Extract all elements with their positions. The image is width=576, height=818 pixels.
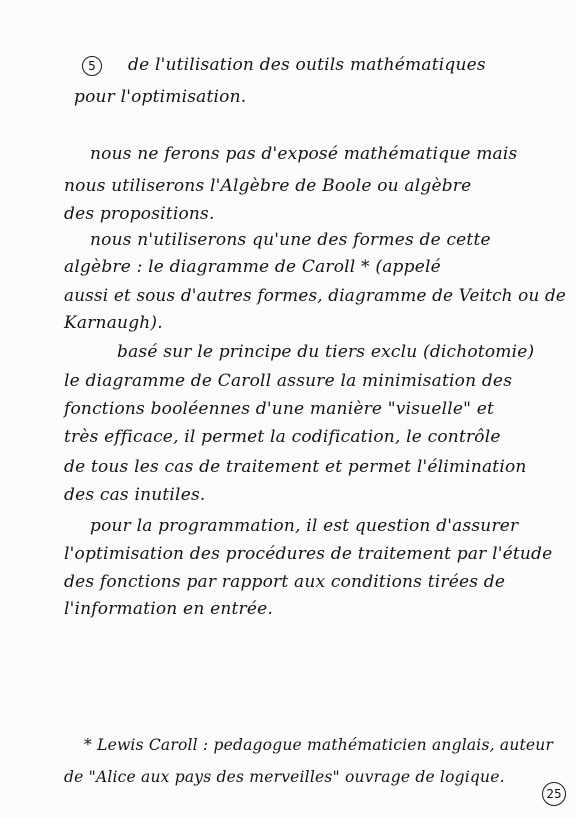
paragraph-line: nous ne ferons pas d'exposé mathématique mais [90,144,518,164]
paragraph-line: très efficace, il permet la codification, le contrôle [64,427,501,447]
paragraph-line: des fonctions par rapport aux conditions tirées de [64,572,506,592]
paragraph-line: fonctions booléennes d'une manière "visuelle" et [64,399,495,419]
paragraph-line: le diagramme de Caroll assure la minimisation des [64,371,513,391]
paragraph-line: Karnaugh). [64,313,163,333]
footnote-line: de "Alice aux pays des merveilles" ouvrage de logique. [64,768,505,786]
paragraph-line: algèbre : le diagramme de Caroll * (appelé [64,257,441,277]
paragraph-line: nous n'utiliserons qu'une des formes de cette [90,230,491,250]
paragraph-line: l'information en entrée. [64,599,273,619]
paragraph-line: de tous les cas de traitement et permet l'élimination [64,457,527,477]
paragraph-line: aussi et sous d'autres formes, diagramme de Veitch ou de [64,286,567,306]
paragraph-line: l'optimisation des procédures de traitement par l'étude [64,544,553,564]
section-title-line: de l'utilisation des outils mathématiques [128,55,486,75]
page-number: 25 [542,782,566,806]
section-title-line: pour l'optimisation. [74,87,247,107]
section-number: 5 [82,56,102,76]
paragraph-line: nous utiliserons l'Algèbre de Boole ou algèbre [64,176,472,196]
paragraph-line: basé sur le principe du tiers exclu (dichotomie) [117,342,535,362]
paragraph-line: pour la programmation, il est question d'assurer [90,516,519,536]
footnote-line: * Lewis Caroll : pedagogue mathématicien anglais, auteur [84,736,554,754]
paragraph-line: des propositions. [64,204,215,224]
paragraph-line: des cas inutiles. [64,485,206,505]
